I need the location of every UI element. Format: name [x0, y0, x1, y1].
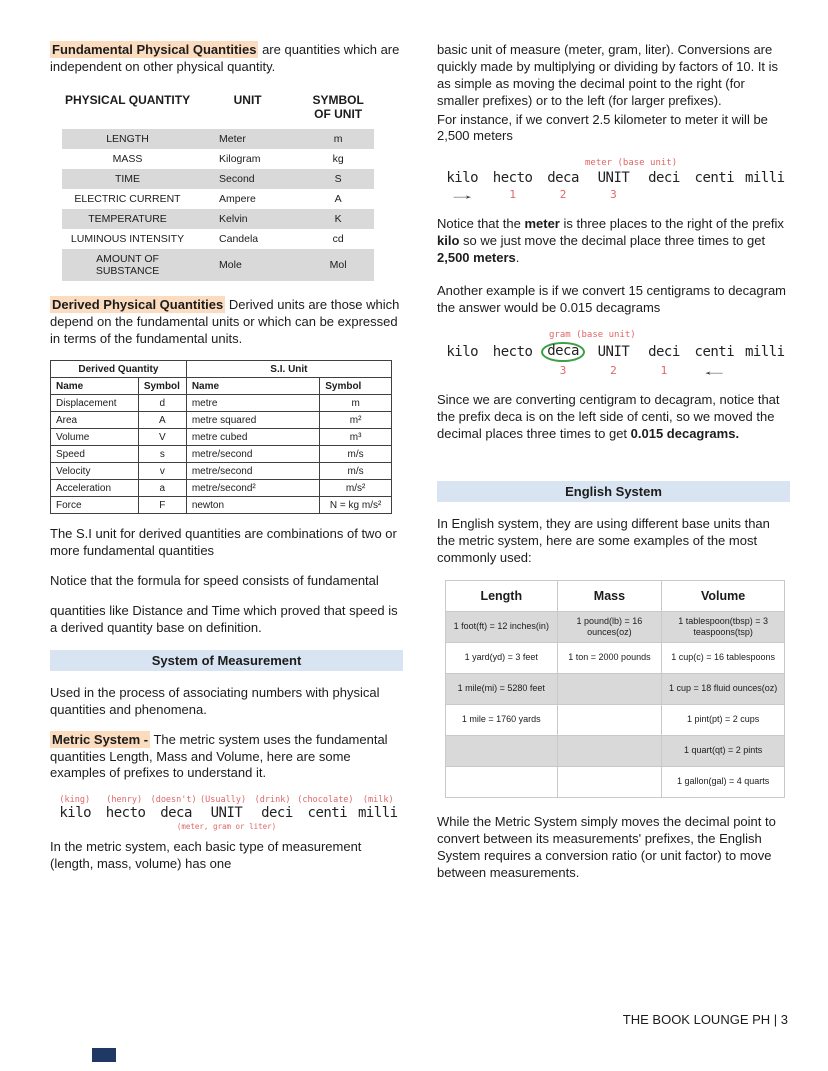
- prefix-label: UNIT: [597, 343, 630, 360]
- table-cell: m: [320, 395, 392, 412]
- table-cell: 1 cup(c) = 16 tablespoons: [662, 643, 785, 674]
- page-footer: THE BOOK LOUNGE PH | 3: [622, 1012, 788, 1027]
- table-row: [446, 736, 785, 767]
- paragraph-english-intro: In English system, they are using different base units than the metric system, here are some examples of the most commonly used:: [437, 515, 770, 565]
- table-row: [62, 209, 374, 229]
- table-cell: v: [138, 463, 186, 480]
- decimal-steps-row: [437, 188, 790, 202]
- table-cell: MASS: [112, 152, 143, 165]
- table-cell: TEMPERATURE: [62, 209, 193, 229]
- prefix-row: [437, 170, 790, 186]
- table-cell: Kelvin: [193, 209, 302, 229]
- table-cell: Area: [51, 412, 139, 429]
- table-cell: Velocity: [51, 463, 139, 480]
- group-header: S.I. Unit: [186, 361, 391, 378]
- text-run-bold: meter: [524, 216, 560, 232]
- table-cell: N = kg m/s²: [320, 497, 392, 514]
- prefix-label: deca: [160, 805, 192, 822]
- table-header-row: [446, 580, 785, 611]
- step-count: 2: [559, 188, 567, 202]
- table-cell: m/s: [320, 446, 392, 463]
- table-cell: m³: [320, 429, 392, 446]
- table-cell: V: [138, 429, 186, 446]
- table-row: [51, 446, 392, 463]
- table-cell: [557, 674, 662, 705]
- table-row: [51, 395, 392, 412]
- table-row: [62, 169, 374, 189]
- table-cell: S: [302, 169, 374, 189]
- prefix-label: hecto: [492, 170, 533, 187]
- table-row: [62, 189, 374, 209]
- base-unit-note: (meter, gram or liter): [176, 822, 277, 832]
- table-row: [62, 129, 374, 149]
- centi-to-deca-diagram: [437, 330, 790, 378]
- text-run: .: [515, 250, 520, 266]
- paragraph-basic-unit: basic unit of measure (meter, gram, liter). Conversions are quickly made by multiplying or dividing by factors of 10. It is as simple as moving the decimal point to the right (for smaller prefixes) or to the left (for larger prefixes).: [437, 42, 779, 108]
- paragraph-used-in: Used in the process of associating numbers with physical quantities and phenomena.: [50, 684, 380, 717]
- table-cell: AMOUNT OF SUBSTANCE: [62, 249, 193, 281]
- prefix-label: UNIT: [210, 805, 243, 822]
- table-cell: [446, 767, 558, 798]
- table-header-row: [62, 89, 374, 129]
- column-header: PHYSICAL QUANTITY: [64, 92, 191, 107]
- gram-base-unit-note: gram (base unit): [549, 329, 636, 340]
- table-cell: Kilogram: [219, 152, 261, 165]
- prefix-label: kilo: [59, 805, 92, 822]
- prefix-label: UNIT: [597, 170, 630, 187]
- table-cell: A: [334, 192, 342, 205]
- prefix-label: hecto: [105, 805, 146, 822]
- table-cell: F: [138, 497, 186, 514]
- step-count: 3: [610, 188, 617, 202]
- english-system-table: [445, 580, 785, 799]
- column-header: Mass: [557, 580, 662, 611]
- fundamental-quantities-table: [62, 89, 374, 281]
- metric-prefix-mnemonic-block: [50, 795, 403, 831]
- table-cell: Mol: [302, 249, 374, 281]
- group-header: Derived Quantity: [51, 361, 187, 378]
- table-cell: Displacement: [51, 395, 139, 412]
- table-row: [51, 497, 392, 514]
- table-cell: 1 yard(yd) = 3 feet: [446, 643, 558, 674]
- prefix-label: centi: [694, 343, 735, 360]
- text-run-bold: 0.015 decagrams.: [630, 425, 740, 441]
- mnemonic-word: (king): [59, 795, 91, 806]
- prefix-label: deci: [648, 343, 680, 360]
- step-count: 1: [660, 364, 668, 378]
- table-row: [446, 643, 785, 674]
- section-heading-english-system: English System: [437, 481, 790, 502]
- table-header-row: [51, 378, 392, 395]
- table-cell: K: [302, 209, 374, 229]
- decimal-steps-row: [437, 364, 790, 378]
- table-row: [62, 229, 374, 249]
- table-cell: A: [138, 412, 186, 429]
- paragraph-for-instance: For instance, if we convert 2.5 kilometer to meter it will be 2,500 meters: [437, 111, 768, 144]
- text-run: is three places to the right of the prefix: [559, 216, 784, 232]
- table-cell: LENGTH: [62, 129, 193, 149]
- table-cell: 1 ton = 2000 pounds: [557, 643, 662, 674]
- column-header: Symbol: [138, 378, 186, 395]
- table-row: [51, 480, 392, 497]
- table-row: [446, 705, 785, 736]
- table-cell: TIME: [62, 169, 193, 189]
- table-cell: metre cubed: [186, 429, 319, 446]
- meter-base-unit-note: meter (base unit): [585, 158, 678, 169]
- paragraph-since-converting: [437, 392, 790, 443]
- spacer: [437, 364, 487, 378]
- table-cell: 1 cup = 18 fluid ounces(oz): [662, 674, 785, 705]
- paragraph-notice-speed: Notice that the formula for speed consists of fundamental: [50, 573, 379, 589]
- table-row: [62, 249, 374, 281]
- right-column: [437, 42, 790, 895]
- table-cell: LUMINOUS INTENSITY: [70, 232, 185, 245]
- paragraph-another-example: Another example is if we convert 15 centigrams to decagram the answer would be 0.015 decagrams: [437, 283, 787, 315]
- table-cell: Speed: [51, 446, 139, 463]
- table-row: [446, 611, 785, 643]
- mnemonic-word: (drink): [254, 795, 291, 806]
- text-run: are quantities which are independent on other physical quantity.: [50, 42, 400, 74]
- table-cell: metre squared: [186, 412, 319, 429]
- step-count: 3: [559, 364, 567, 378]
- table-cell: 1 pint(pt) = 2 cups: [662, 705, 785, 736]
- table-cell: [446, 736, 558, 767]
- left-column: [50, 42, 403, 895]
- table-cell: Meter: [193, 129, 302, 149]
- highlighted-term-metric: Metric System -: [52, 731, 149, 747]
- column-header: Length: [446, 580, 558, 611]
- table-cell: metre/second²: [186, 480, 319, 497]
- section-heading-system-of-measurement: System of Measurement: [50, 650, 403, 671]
- spacer: [740, 188, 790, 202]
- table-cell: m²: [320, 412, 392, 429]
- column-header: Name: [51, 378, 139, 395]
- arrow-left-icon: ←: [699, 364, 729, 379]
- text-run: Since we are converting centigram to decagram, notice that the prefix deca is on the left side of centi, so we moved the decimal places three times to get: [437, 392, 780, 441]
- step-count: 2: [610, 364, 617, 378]
- table-cell: m/s²: [320, 480, 392, 497]
- prefix-label: deca: [547, 170, 579, 187]
- text-run: Derived units are those which depend on the fundamental units or which can be expressed in terms of the fundamental units.: [50, 296, 400, 346]
- text-run-bold: 2,500 meters: [437, 250, 516, 266]
- table-cell: s: [138, 446, 186, 463]
- prefix-label: milli: [744, 170, 785, 187]
- paragraph-metric-end: In the metric system, each basic type of measurement (length, mass, volume) has one: [50, 839, 362, 872]
- prefix-label: milli: [357, 805, 398, 822]
- table-cell: [557, 705, 662, 736]
- paragraph-while-metric: While the Metric System simply moves the decimal point to convert between its measurements' prefixes, the English System requires a conversion ratio (or unit factor) to move between measurements.: [437, 814, 776, 880]
- table-cell: m: [302, 129, 374, 149]
- table-cell: 1 foot(ft) = 12 inches(in): [446, 611, 558, 643]
- prefix-label-circled: deca: [541, 342, 585, 362]
- table-cell: kg: [332, 152, 344, 165]
- mnemonic-word: (milk): [362, 795, 394, 806]
- column-header: UNIT: [233, 92, 262, 107]
- table-cell: Ampere: [219, 192, 256, 205]
- column-header: Name: [186, 378, 319, 395]
- table-cell: [557, 736, 662, 767]
- table-cell: a: [138, 480, 186, 497]
- spacer: [487, 364, 537, 378]
- table-cell: Force: [51, 497, 139, 514]
- prefix-label: deci: [648, 170, 680, 187]
- prefix-label: hecto: [492, 343, 533, 360]
- mnemonic-word: (chocolate): [297, 795, 354, 806]
- highlighted-term-derived: Derived Physical Quantities: [52, 296, 224, 312]
- highlighted-term-fundamental: Fundamental Physical Quantities: [52, 42, 257, 57]
- metric-system-paragraph: [50, 732, 403, 783]
- table-cell: Volume: [51, 429, 139, 446]
- table-cell: 1 tablespoon(tbsp) = 3 teaspoons(tsp): [662, 611, 785, 643]
- table-cell: Acceleration: [51, 480, 139, 497]
- table-cell: d: [138, 395, 186, 412]
- prefix-label: kilo: [446, 170, 479, 187]
- derived-units-table: [50, 360, 392, 514]
- prefix-label: kilo: [446, 343, 479, 360]
- prefix-label: deci: [261, 805, 293, 822]
- table-cell: Second: [193, 169, 302, 189]
- table-cell: 1 pound(lb) = 16 ounces(oz): [557, 611, 662, 643]
- spacer: [639, 188, 689, 202]
- table-cell: newton: [186, 497, 319, 514]
- prefix-label: centi: [307, 805, 348, 822]
- table-row: [51, 412, 392, 429]
- table-cell: 1 gallon(gal) = 4 quarts: [662, 767, 785, 798]
- table-cell: metre/second: [186, 446, 319, 463]
- table-cell: ELECTRIC CURRENT: [74, 192, 181, 205]
- paragraph-si-units: The S.I unit for derived quantities are combinations of two or more fundamental quantities: [50, 526, 397, 559]
- text-run: The metric system uses the fundamental quantities Length, Mass and Volume, here are some examples of prefixes to understand it.: [50, 731, 388, 781]
- table-cell: Candela: [219, 232, 259, 245]
- table-row: [446, 767, 785, 798]
- mnemonic-word: (henry): [106, 795, 143, 806]
- paragraph-notice-meter: [437, 216, 790, 267]
- table-cell: m/s: [320, 463, 392, 480]
- table-cell: 1 mile = 1760 yards: [446, 705, 558, 736]
- table-cell: [557, 767, 662, 798]
- column-header: SYMBOL OF UNIT: [312, 92, 364, 121]
- table-cell: Mole: [193, 249, 302, 281]
- table-row: [62, 149, 374, 169]
- prefix-label: milli: [744, 343, 785, 360]
- prefix-label: centi: [694, 170, 735, 187]
- mnemonic-word: (doesn't): [150, 795, 197, 806]
- text-run-bold: kilo: [437, 233, 460, 249]
- corner-mark: [92, 1048, 116, 1062]
- table-cell: cd: [332, 232, 344, 245]
- arrow-right-icon: →: [447, 188, 477, 203]
- prefix-row: [50, 805, 403, 821]
- prefix-row: [437, 342, 790, 362]
- table-cell: 1 quart(qt) = 2 pints: [662, 736, 785, 767]
- table-row: [51, 429, 392, 446]
- green-circle-annotation: [538, 342, 588, 362]
- table-row: [51, 463, 392, 480]
- paragraph-quantities: quantities like Distance and Time which proved that speed is a derived quantity base on definition.: [50, 603, 398, 636]
- kilo-to-meter-diagram: [437, 158, 790, 202]
- text-run: Notice that the: [437, 216, 525, 232]
- mnemonic-row: [50, 795, 403, 805]
- text-run: so we just move the decimal place three times to get: [459, 233, 766, 249]
- table-cell: metre: [186, 395, 319, 412]
- spacer: [689, 188, 739, 202]
- table-group-header-row: [51, 361, 392, 378]
- column-header: Volume: [662, 580, 785, 611]
- intro-paragraph: [50, 42, 403, 76]
- derived-paragraph: [50, 297, 403, 348]
- mnemonic-word: (Usually): [200, 795, 247, 806]
- table-row: [446, 674, 785, 705]
- table-cell: metre/second: [186, 463, 319, 480]
- step-count: 1: [509, 188, 516, 202]
- table-cell: 1 mile(mi) = 5280 feet: [446, 674, 558, 705]
- column-header: Symbol: [320, 378, 392, 395]
